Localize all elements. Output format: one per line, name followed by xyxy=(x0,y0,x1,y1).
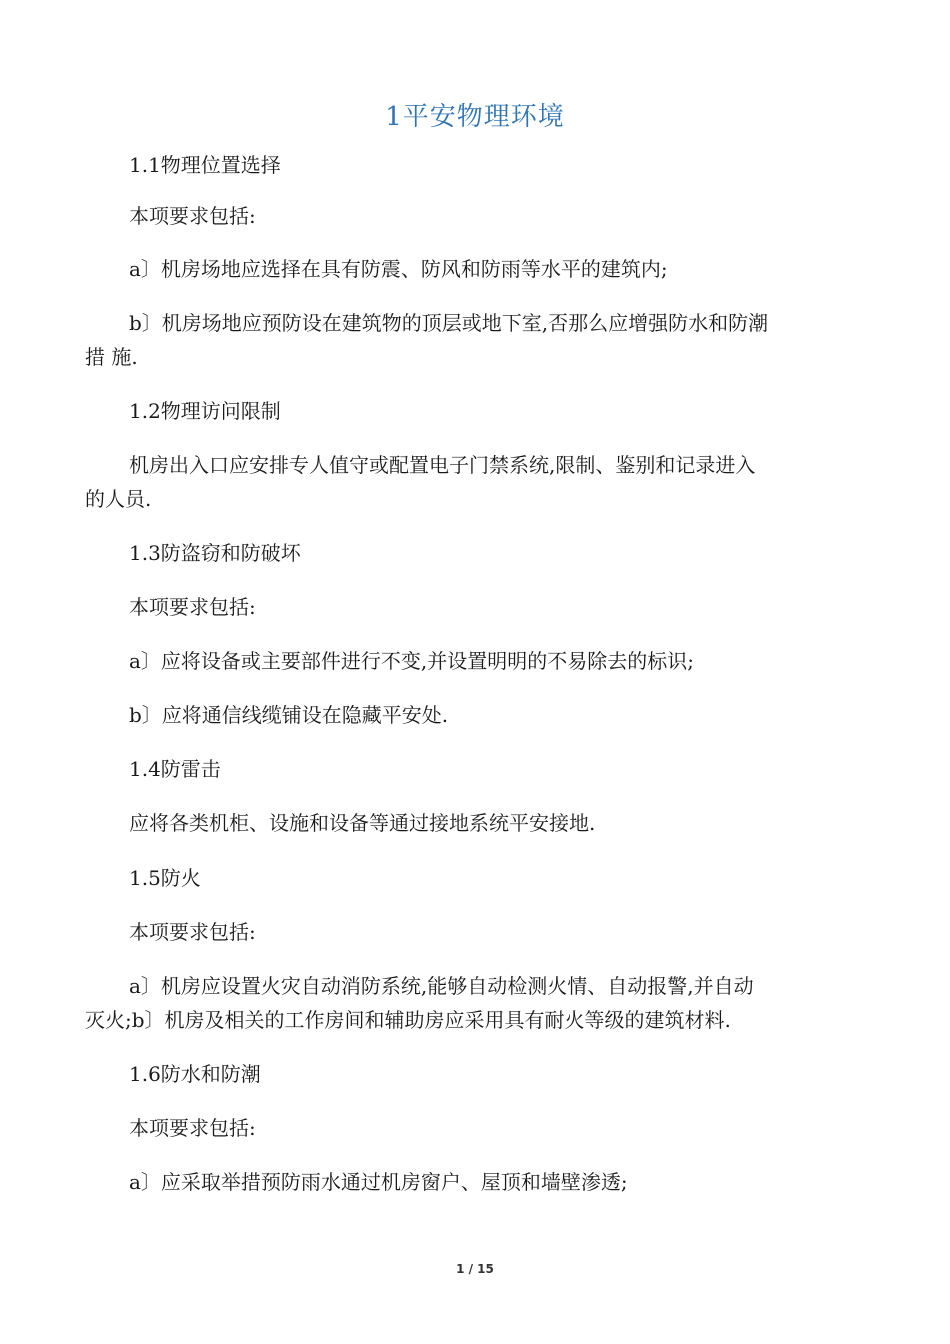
list-item-a: a〕应将设备或主要部件进行不变,并设置明明的不易除去的标识; xyxy=(129,649,695,673)
list-item-a-continuation: 灭火;b〕机房及相关的工作房间和辅助房应采用具有耐火等级的建筑材料. xyxy=(85,1008,731,1032)
paragraph: 应将各类机柜、设施和设备等通过接地系统平安接地. xyxy=(129,811,596,835)
page-number: 1 / 15 xyxy=(456,1262,494,1276)
paragraph: 本项要求包括: xyxy=(129,595,256,619)
section-heading-1-3: 1.3防盗窃和防破坏 xyxy=(129,541,301,565)
paragraph: 机房出入口应安排专人值守或配置电子门禁系统,限制、鉴别和记录进入 xyxy=(129,453,756,477)
page-title: 1平安物理环境 xyxy=(385,102,565,132)
paragraph-continuation: 的人员. xyxy=(85,487,152,511)
section-heading-1-2: 1.2物理访问限制 xyxy=(129,399,281,423)
list-item-b: b〕应将通信线缆铺设在隐藏平安处. xyxy=(129,703,449,727)
section-heading-1-1: 1.1物理位置选择 xyxy=(129,153,281,177)
list-item-b-continuation: 措 施. xyxy=(85,345,138,369)
list-item-a: a〕应采取举措预防雨水通过机房窗户、屋顶和墙壁渗透; xyxy=(129,1170,628,1194)
section-heading-1-4: 1.4防雷击 xyxy=(129,757,221,781)
paragraph: 本项要求包括: xyxy=(129,1116,256,1140)
list-item-a: a〕机房场地应选择在具有防震、防风和防雨等水平的建筑内; xyxy=(129,257,668,281)
section-heading-1-5: 1.5防火 xyxy=(129,866,201,890)
paragraph: 本项要求包括: xyxy=(129,204,256,228)
list-item-b: b〕机房场地应预防设在建筑物的顶层或地下室,否那么应增强防水和防潮 xyxy=(129,311,769,335)
section-heading-1-6: 1.6防水和防潮 xyxy=(129,1062,261,1086)
paragraph: 本项要求包括: xyxy=(129,920,256,944)
list-item-a: a〕机房应设置火灾自动消防系统,能够自动检测火情、自动报警,并自动 xyxy=(129,974,754,998)
